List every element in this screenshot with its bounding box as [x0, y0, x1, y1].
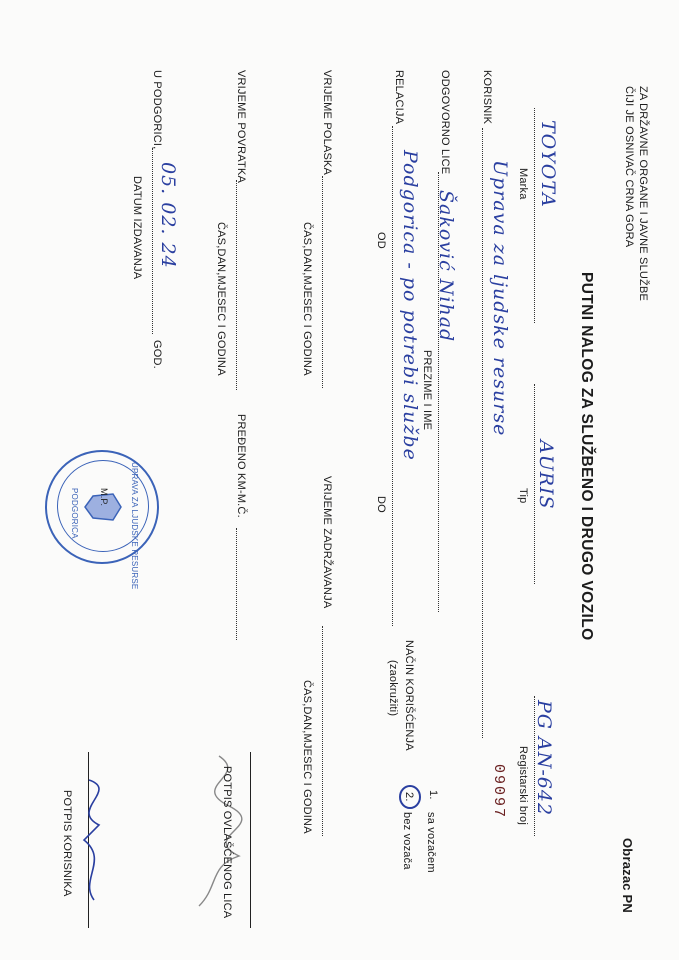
authorized-signature-label: POTPIS OVLAŠĆENOG LICA: [221, 766, 233, 919]
make-value: TOYOTA: [537, 120, 559, 208]
official-stamp: [45, 450, 159, 590]
responsible-line: [438, 172, 439, 612]
form-title: PUTNI NALOG ZA SLUŽBENO I DRUGO VOZILO: [578, 272, 595, 641]
departure-sublabel: ČAS,DAN,MJESEC I GODINA: [301, 222, 313, 376]
km-label: PREĐENO KM-M.Č.: [235, 414, 247, 518]
serial-number: 09097: [490, 764, 507, 820]
stay-label: VRIJEME ZADRŽAVANJA: [321, 476, 333, 609]
responsible-sublabel: PREZIME I IME: [421, 350, 433, 431]
stamp-text: UPRAVA ZA LJUDSKE RESURSE: [130, 462, 139, 590]
route-label: RELACIJA: [393, 70, 405, 125]
departure-label: VRIJEME POLASKA: [321, 70, 333, 176]
type-line: [534, 384, 535, 584]
make-label: Marka: [517, 168, 529, 200]
form-code: Obrazac PN: [620, 838, 635, 913]
type-value: AURIS: [535, 440, 557, 510]
date-line: [152, 148, 153, 334]
make-line: [534, 108, 535, 323]
user-signature-label: POTPIS KORISNIKA: [61, 790, 73, 897]
return-label: VRIJEME POVRATKA: [235, 70, 247, 184]
date-label: DATUM IZDAVANJA: [131, 176, 143, 280]
org-line-2: ČIJI JE OSNIVAČ CRNA GORA: [623, 86, 635, 248]
mp-label: M.P.: [99, 488, 109, 507]
user-line: [482, 128, 483, 738]
reg-value: PG AN-642: [533, 700, 555, 817]
usage-option-1: sa vozačem: [425, 812, 437, 873]
usage-option-2: bez vozača: [401, 812, 413, 870]
usage-option-2-number: 2.: [403, 792, 415, 802]
km-line: [236, 528, 237, 640]
stay-line: [322, 626, 323, 836]
user-signature-scribble: [69, 770, 119, 910]
usage-label: NAČIN KORIŠĆENJA: [403, 640, 415, 751]
stamp-city: PODGORICA: [70, 488, 79, 539]
user-label: KORISNIK: [481, 70, 493, 125]
departure-line: [322, 176, 323, 388]
org-line-1: ZA DRŽAVNE ORGANE I JAVNE SLUŽBE: [637, 86, 649, 302]
usage-option-1-number: 1.: [427, 790, 439, 800]
return-sublabel: ČAS,DAN,MJESEC I GODINA: [215, 222, 227, 376]
route-to-label: DO: [375, 496, 387, 513]
route-from-label: OD: [375, 232, 387, 249]
reg-label: Registarski broj: [517, 746, 529, 826]
stay-sublabel: ČAS,DAN,MJESEC I GODINA: [301, 680, 313, 834]
authorized-signature-scribble: [179, 736, 259, 919]
year-suffix: GOD.: [151, 340, 163, 369]
place-label: U PODGORICI,: [151, 70, 163, 150]
circled-option-mark: [397, 784, 423, 812]
route-line: [392, 126, 393, 626]
responsible-label: ODGOVORNO LICE: [439, 70, 451, 175]
date-value: 05. 02. 24: [157, 162, 179, 269]
reg-line: [534, 696, 535, 836]
return-line: [236, 180, 237, 390]
type-label: Tip: [517, 488, 529, 504]
user-value: Uprava za ljudske resurse: [489, 160, 511, 437]
responsible-value: Šaković Nihad: [435, 190, 457, 343]
route-value: Podgorica - po potrebi službe: [399, 150, 421, 461]
usage-sublabel: (zaokružiti): [387, 660, 399, 717]
